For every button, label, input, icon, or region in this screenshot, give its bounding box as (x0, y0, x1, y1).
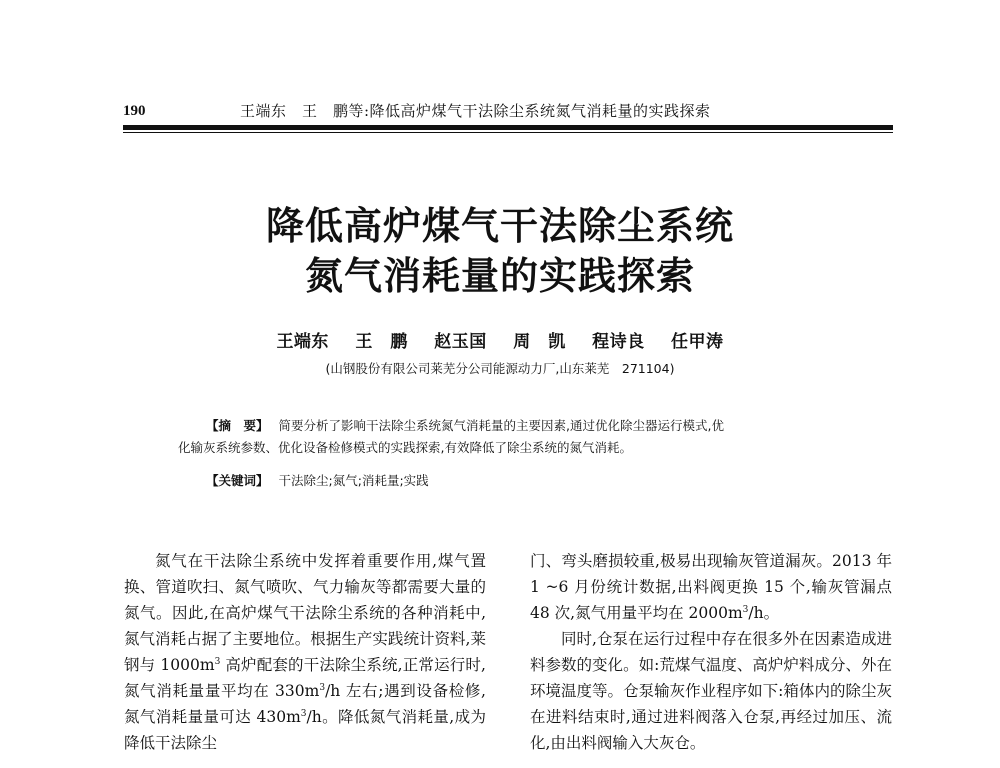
author: 王 鹏 (355, 332, 408, 352)
abstract-text-1: 简要分析了影响干法除尘系统氮气消耗量的主要因素,通过优化除尘器运行模式,优 (278, 418, 724, 433)
author: 任甲涛 (671, 332, 724, 352)
affiliation: (山钢股份有限公司莱芜分公司能源动力厂,山东莱芜 271104) (325, 361, 675, 376)
paper-title-line-1: 降低高炉煤气干法除尘系统 (265, 204, 734, 248)
running-header (123, 100, 893, 122)
running-title: 王端东 王 鹏等:降低高炉煤气干法除尘系统氮气消耗量的实践探索 (240, 102, 711, 120)
header-rule-thick (123, 125, 893, 130)
body-paragraph: 同时,仓泵在运行过程中存在很多外在因素造成进料参数的变化。如:荒煤气温度、高炉炉料成分、外在环境温度等。仓泵输灰作业程序如下:箱体内的除尘灰在进料结束时,通过进料阀落入仓泵,再经过加压、流化,由出料阀输入大灰仓。 (530, 630, 892, 752)
abstract-label: 【摘 要】 (206, 418, 269, 433)
author-list (0, 330, 1000, 354)
keywords-label: 【关键词】 (206, 473, 269, 488)
author: 王端东 (276, 332, 329, 352)
page-number: 190 (123, 103, 146, 119)
keywords-text: 干法除尘;氮气;消耗量;实践 (278, 473, 429, 488)
abstract (178, 415, 858, 459)
body-paragraph: 门、弯头磨损较重,极易出现输灰管道漏灰。2013 年 1 ~6 月份统计数据,出料阀更换 15 个,输灰管漏点 48 次,氮气用量平均在 $2000m^3/h$。 (530, 552, 892, 622)
body-paragraph: 氮气在干法除尘系统中发挥着重要作用,煤气置换、管道吹扫、氮气喷吹、气力输灰等都需要大量的氮气。因此,在高炉煤气干法除尘系统的各种消耗中,氮气消耗占据了主要地位。根据生产实践统计资料,莱钢与 $1000m^3$ 高炉配套的干法除尘系统,正常运行时,氮气消耗量量平均在 $330m^3/h$ 左右;遇到设备检修,氮气消耗量量可达 $430m^3/h$。降低氮气消耗量,成为降低干法除尘 (124, 552, 486, 752)
keywords (206, 470, 429, 492)
header-rule-thin (123, 132, 893, 133)
author: 程诗良 (592, 332, 645, 352)
body-column-left (124, 548, 486, 756)
body-column-right (530, 548, 892, 756)
abstract-text-2: 化输灰系统参数、优化设备检修模式的实践探索,有效降低了除尘系统的氮气消耗。 (178, 440, 632, 455)
author: 赵玉国 (434, 332, 487, 352)
paper-title-line-2: 氮气消耗量的实践探索 (304, 254, 695, 298)
author: 周 凯 (513, 332, 566, 352)
